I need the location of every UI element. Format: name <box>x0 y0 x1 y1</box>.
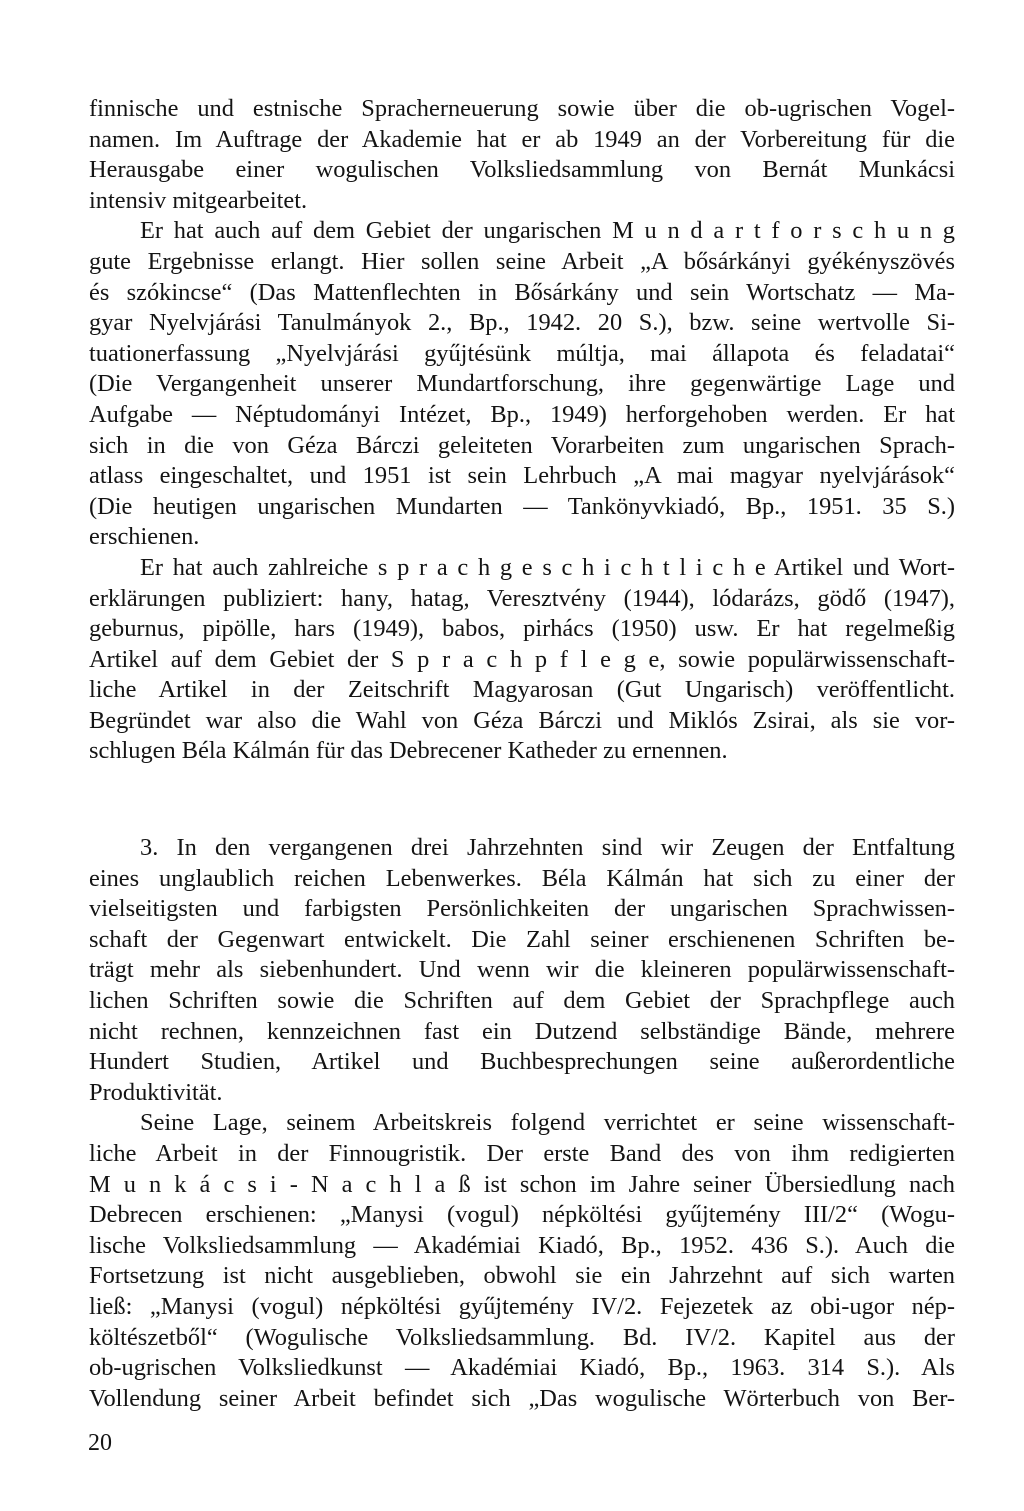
text-line: namen. Im Auftrage der Akademie hat er ab 1949 an der Vorbereitung für die <box>89 125 955 153</box>
text-line: Vollendung seiner Arbeit befindet sich „Das wogulische Wörterbuch von Ber- <box>89 1384 955 1412</box>
text-line: lische Volksliedsammlung — Akadémiai Kiadó, Bp., 1952. 436 S.). Auch die <box>89 1231 955 1259</box>
text-line: intensiv mitgearbeitet. <box>89 186 308 214</box>
text-line: 3. In den vergangenen drei Jahrzehnten sind wir Zeugen der Entfaltung <box>140 834 955 861</box>
text-line: Produktivität. <box>89 1078 223 1106</box>
paragraph-2 <box>89 216 955 553</box>
text-line: schaft der Gegenwart entwickelt. Die Zahl seiner erschienenen Schriften be- <box>89 925 955 953</box>
paragraph-4 <box>89 833 955 1108</box>
text-line: atlass eingeschaltet, und 1951 ist sein Lehrbuch „A mai magyar nyelvjárások“ <box>89 462 955 490</box>
text-line: tuationerfassung „Nyelvjárási gyűjtésünk múltja, mai állapota és feladatai“ <box>89 339 955 367</box>
text-block-bottom <box>89 833 955 1414</box>
text-line: ob-ugrischen Volksliedkunst — Akadémiai Kiadó, Bp., 1963. 314 S.). Als <box>89 1354 955 1382</box>
text-line: Seine Lage, seinem Arbeitskreis folgend verrichtet er seine wissenschaft- <box>140 1109 955 1137</box>
text-line: liche Arbeit in der Finnougristik. Der erste Band des von ihm redigierten <box>89 1139 955 1167</box>
text-line: geburnus, pipölle, hars (1949), babos, pirhács (1950) usw. Er hat regelmeßig <box>89 615 955 643</box>
text-line: (Die Vergangenheit unserer Mundartforschung, ihre gegenwärtige Lage und <box>89 370 955 398</box>
text-line: vielseitigsten und farbigsten Persönlichkeiten der ungarischen Sprachwissen- <box>89 895 955 923</box>
text-line: Er hat auch auf dem Gebiet der ungarischen M u n d a r t f o r s c h u n g <box>140 217 955 245</box>
text-line: és szókincse“ (Das Mattenflechten in Bősárkány und sein Wortschatz — Ma- <box>89 278 955 306</box>
paragraph-1 <box>89 94 955 216</box>
text-line: finnische und estnische Spracherneuerung sowie über die ob-ugrischen Vogel- <box>89 95 955 122</box>
text-line: Herausgabe einer wogulischen Volksliedsammlung von Bernát Munkácsi <box>89 156 955 184</box>
text-line: M u n k á c s i - N a c h l a ß ist schon im Jahre seiner Übersiedlung nach <box>89 1170 955 1198</box>
paragraph-5 <box>89 1108 955 1414</box>
text-line: gyar Nyelvjárási Tanulmányok 2., Bp., 1942. 20 S.), bzw. seine wertvolle Si- <box>89 309 955 337</box>
text-line: erschienen. <box>89 523 200 551</box>
paragraph-3 <box>89 553 955 767</box>
text-line: sich in die von Géza Bárczi geleiteten Vorarbeiten zum ungarischen Sprach- <box>89 431 955 459</box>
text-line: nicht rechnen, kennzeichnen fast ein Dutzend selbständige Bände, mehrere <box>89 1017 955 1045</box>
text-line: gute Ergebnisse erlangt. Hier sollen seine Arbeit „A bősárkányi gyékényszövés <box>89 247 955 275</box>
text-line: Fortsetzung ist nicht ausgeblieben, obwohl sie ein Jahrzehnt auf sich warten <box>89 1262 955 1290</box>
text-line: Hundert Studien, Artikel und Buchbesprechungen seine außerordentliche <box>89 1048 955 1076</box>
page-number: 20 <box>88 1430 112 1456</box>
text-line: ließ: „Manysi (vogul) népköltési gyűjtemény IV/2. Fejezetek az obi-ugor nép- <box>89 1292 955 1320</box>
text-line: Debrecen erschienen: „Manysi (vogul) népköltési gyűjtemény III/2“ (Wogu- <box>89 1201 955 1229</box>
text-line: Aufgabe — Néptudományi Intézet, Bp., 1949) herforgehoben werden. Er hat <box>89 400 955 428</box>
text-line: erklärungen publiziert: hany, hatag, Veresztvény (1944), lódarázs, gödő (1947), <box>89 584 955 612</box>
text-line: schlugen Béla Kálmán für das Debrecener Katheder zu ernennen. <box>89 737 728 765</box>
text-block-top <box>89 94 955 767</box>
text-line: Begründet war also die Wahl von Géza Bárczi und Miklós Zsirai, als sie vor- <box>89 706 955 734</box>
text-line: liche Artikel in der Zeitschrift Magyarosan (Gut Ungarisch) veröffentlicht. <box>89 676 955 704</box>
text-line: Er hat auch zahlreiche s p r a c h g e s c h i c h t l i c h e Artikel und Wort- <box>140 553 955 581</box>
text-line: eines unglaublich reichen Lebenwerkes. Béla Kálmán hat sich zu einer der <box>89 864 955 892</box>
text-line: lichen Schriften sowie die Schriften auf dem Gebiet der Sprachpflege auch <box>89 986 955 1014</box>
text-line: (Die heutigen ungarischen Mundarten — Tankönyvkiadó, Bp., 1951. 35 S.) <box>89 492 955 520</box>
text-line: költészetből“ (Wogulische Volksliedsammlung. Bd. IV/2. Kapitel aus der <box>89 1323 955 1351</box>
text-line: Artikel auf dem Gebiet der S p r a c h p f l e g e, sowie populärwissenschaft- <box>89 645 955 673</box>
text-line: trägt mehr als siebenhundert. Und wenn wir die kleineren populärwissenschaft- <box>89 956 955 984</box>
